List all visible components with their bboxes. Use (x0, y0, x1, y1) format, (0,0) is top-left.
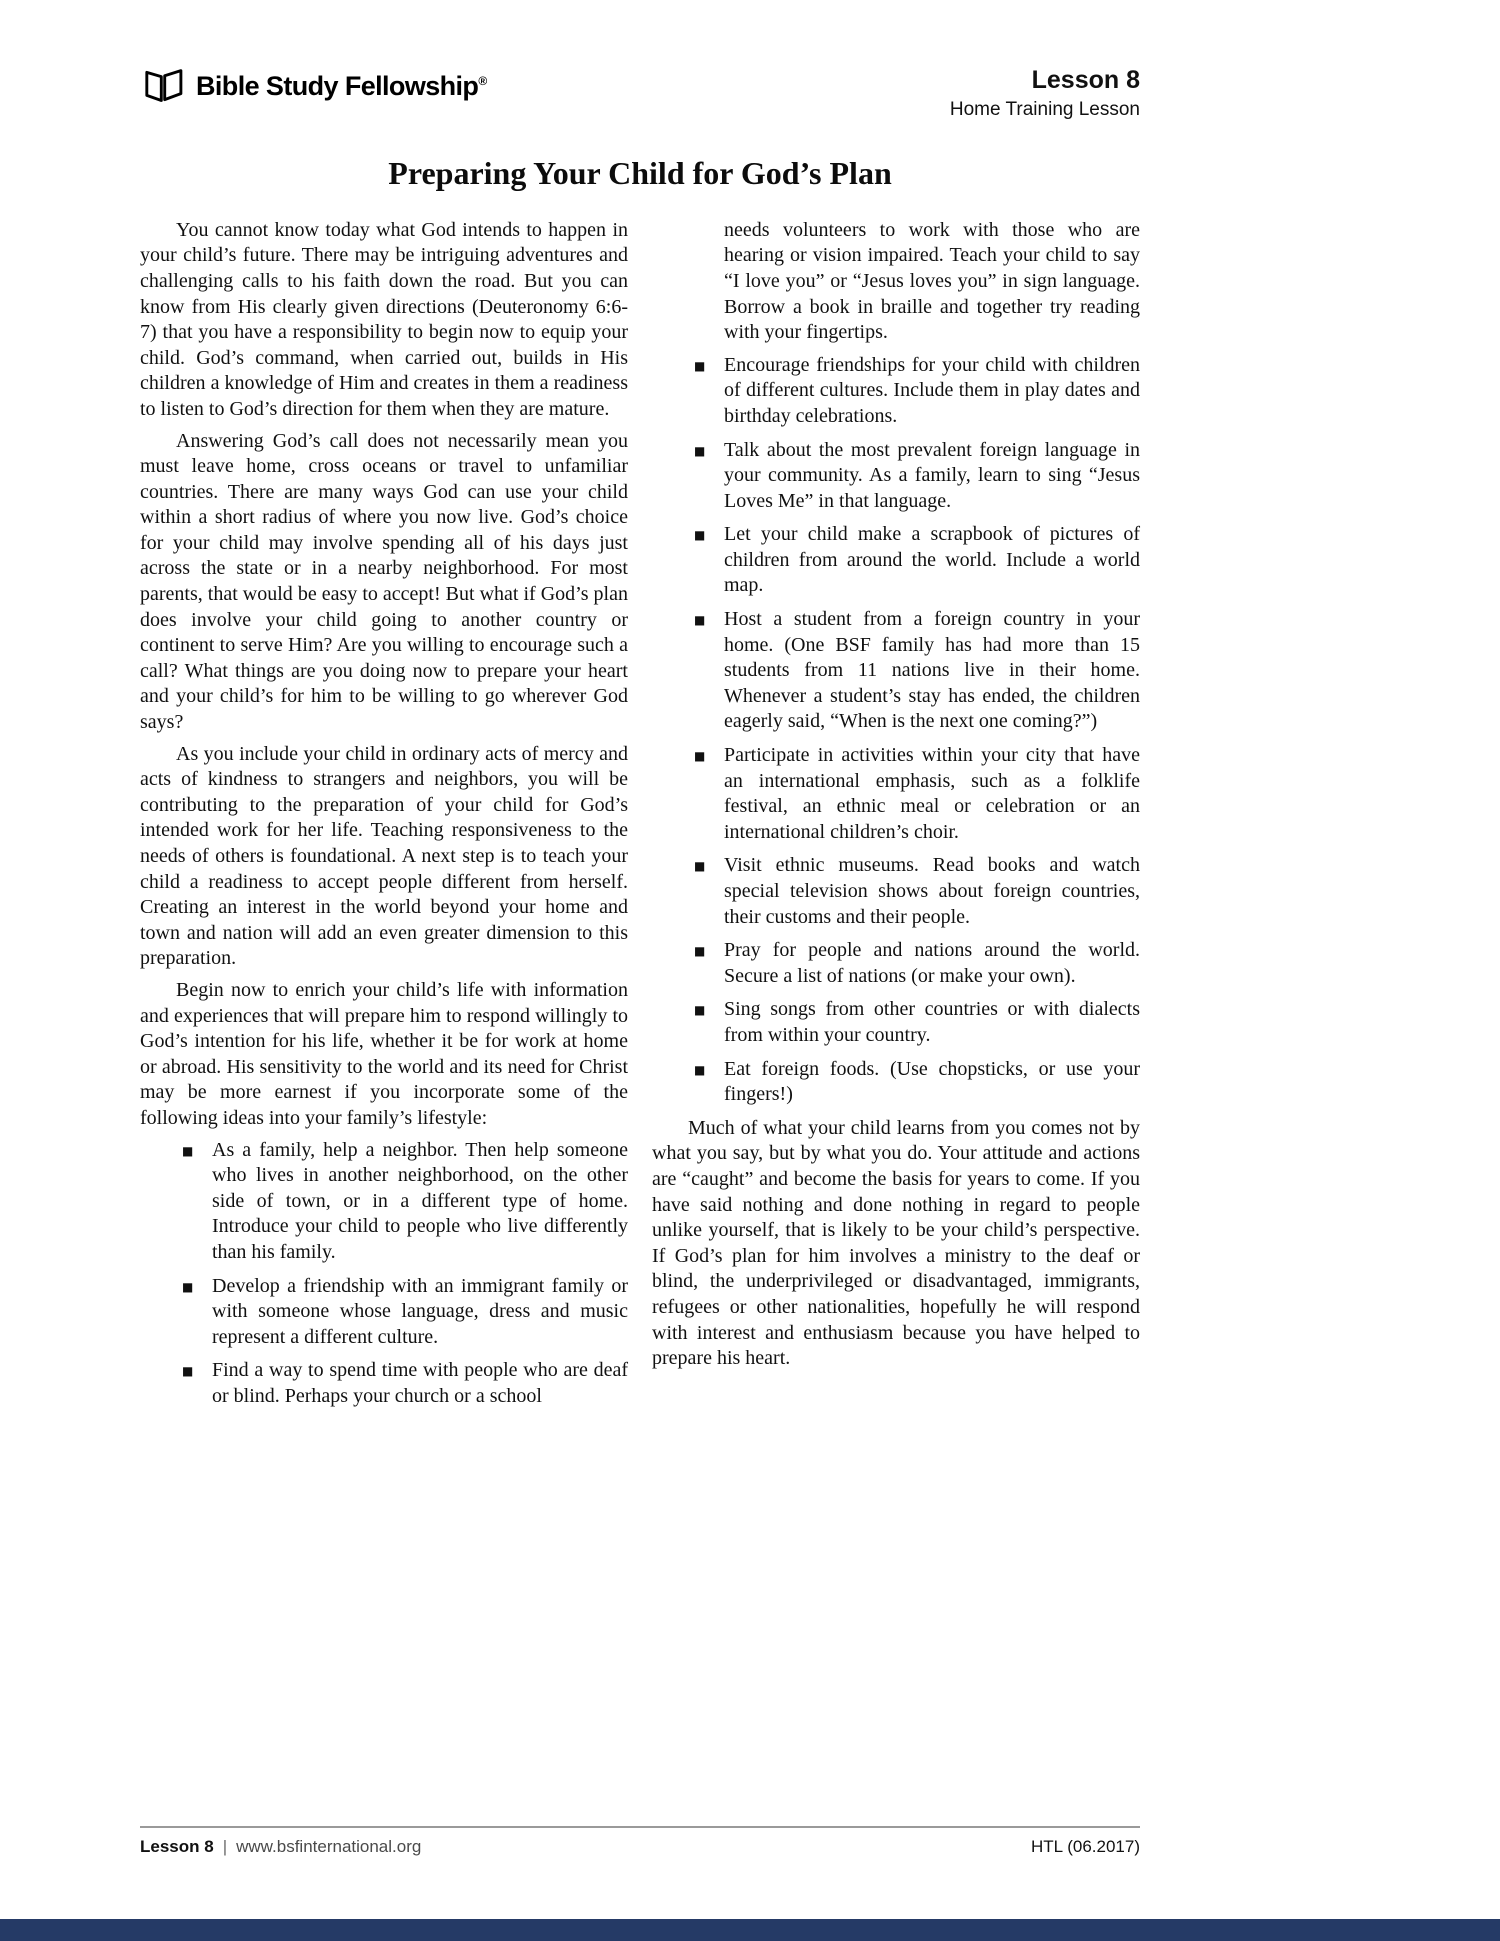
left-bullet-list (140, 1138, 628, 1410)
logo-wordmark-text: Bible Study Fellowship (196, 70, 479, 101)
paragraph-intro: You cannot know today what God intends to happen in your child’s future. There may be intriguing adventures and challenging calls to his faith down the road. But you can know from His clearly given directions (Deuteronomy 6:6-7) that you have a responsibility to begin now to equip your child. God’s command, when carried out, builds in His children a knowledge of Him and creates in them a readiness to listen to God’s direction for them when they are mature. (140, 218, 628, 420)
bullet-text: Host a student from a foreign country in your home. (One BSF family has had more than 15 students from 11 nations live in their home. Whenever a student’s stay has ended, the children eagerly said, “When is the next one coming?”) (724, 608, 1140, 733)
bullet-continuation-text: needs volunteers to work with those who are hearing or vision impaired. Teach your child to say “I love you” or “Jesus loves you” in sign language. Borrow a book in braille and together try reading with your fingertips. (724, 218, 1140, 344)
bullet-item (652, 353, 1140, 430)
bullet-text: Talk about the most prevalent foreign language in your community. As a family, learn to sing “Jesus Loves Me” in that language. (724, 438, 1140, 512)
square-bullet-icon: ■ (694, 944, 706, 959)
square-bullet-icon: ■ (182, 1364, 194, 1379)
right-bullet-list (652, 353, 1140, 1108)
bullet-item (652, 522, 1140, 599)
bullet-item (652, 1057, 1140, 1108)
footer-document-code: HTL (06.2017) (1031, 1837, 1140, 1856)
paragraph-acts-of-mercy: As you include your child in ordinary acts of mercy and acts of kindness to strangers and neighbors, you will be contributing to the preparation of your child for God’s intended work for her life. Teaching responsiveness to the needs of others is foundational. A next step is to teach your child a readiness to accept people different from herself. Creating an interest in the world beyond your home and town and nation will add an even greater dimension to this preparation. (140, 742, 628, 970)
bullet-text: Let your child make a scrapbook of pictures of children from around the world. Include a world map. (724, 523, 1140, 597)
paragraph-closing: Much of what your child learns from you comes not by what you say, but by what you do. Your attitude and actions are “caught” and become the basis for years to come. If you have said nothing and done nothing in regard to people unlike yourself, that is likely to be your child’s perspective. If God’s plan for him involves a ministry to the deaf or blind, the underprivileged or disadvantaged, immigrants, refugees or other nationalities, hopefully he will respond with interest and enthusiasm because you have helped to prepare his heart. (652, 1116, 1140, 1370)
paragraph-begin-now: Begin now to enrich your child’s life with information and experiences that will prepare him to respond willingly to God’s intention for his life, whether it be for work at home or abroad. His sensitivity to the world and its need for Christ may be more earnest if you incorporate some of the following ideas into your family’s lifestyle: (140, 978, 628, 1129)
square-bullet-icon: ■ (694, 1062, 706, 1077)
lesson-subtitle: Home Training Lesson (949, 98, 1140, 120)
bullet-item (652, 743, 1140, 845)
bullet-text: Find a way to spend time with people who are deaf or blind. Perhaps your church or a school (212, 1359, 628, 1407)
bullet-text: Eat foreign foods. (Use chopsticks, or use your fingers!) (724, 1057, 1140, 1106)
footer-left (140, 1837, 421, 1857)
open-book-logo-icon (140, 66, 186, 106)
bullet-item (140, 1138, 628, 1266)
bullet-text: Develop a friendship with an immigrant family or with someone whose language, dress and music represent a different culture. (212, 1274, 628, 1348)
right-column (652, 218, 1140, 1418)
bullet-item (652, 938, 1140, 989)
square-bullet-icon: ■ (694, 358, 706, 373)
body-columns (140, 218, 1140, 1418)
square-bullet-icon: ■ (694, 1003, 706, 1018)
square-bullet-icon: ■ (694, 443, 706, 458)
bullet-text: Visit ethnic museums. Read books and watch special television shows about foreign countries, their customs and their people. (724, 854, 1140, 928)
square-bullet-icon: ■ (182, 1143, 194, 1158)
header-lesson-block (950, 66, 1140, 121)
bullet-text: Sing songs from other countries or with dialects from within your country. (724, 998, 1140, 1046)
left-column (140, 218, 628, 1418)
logo-wordmark (196, 71, 487, 102)
footer-row (140, 1828, 1140, 1857)
bullet-item (652, 607, 1140, 735)
footer-accent-bar (0, 1919, 1500, 1941)
bullet-text: Encourage friendships for your child with children of different cultures. Include them in play dates and birthday celebrations. (724, 353, 1140, 427)
document-title: Preparing Your Child for God’s Plan (388, 154, 892, 191)
page-footer (140, 1826, 1140, 1857)
registered-mark: ® (478, 73, 487, 88)
square-bullet-icon: ■ (182, 1279, 194, 1294)
footer-url: www.bsfinternational.org (236, 1837, 422, 1856)
bsf-logo (140, 66, 487, 106)
square-bullet-icon: ■ (694, 859, 706, 874)
bullet-item (140, 1358, 628, 1409)
bullet-item (140, 1274, 628, 1351)
square-bullet-icon: ■ (694, 613, 706, 628)
square-bullet-icon: ■ (694, 528, 706, 543)
page-header (140, 66, 1140, 121)
footer-separator: | (222, 1837, 228, 1856)
lesson-number: Lesson 8 (1031, 66, 1140, 94)
bullet-text: As a family, help a neighbor. Then help someone who lives in another neighborhood, on the other side of town, or in a different type of home. Introduce your child to people who live differently than his family. (212, 1138, 628, 1263)
bullet-item (652, 997, 1140, 1048)
square-bullet-icon: ■ (694, 749, 706, 764)
footer-lesson-number: Lesson 8 (140, 1837, 214, 1856)
bullet-item (652, 853, 1140, 930)
bullet-text: Pray for people and nations around the world. Secure a list of nations (or make your own). (724, 939, 1140, 987)
bullet-text: Participate in activities within your city that have an international emphasis, such as a folklife festival, an ethnic meal or celebration or an international children’s choir. (724, 744, 1140, 843)
bullet-item (652, 438, 1140, 515)
paragraph-answering-call: Answering God’s call does not necessarily mean you must leave home, cross oceans or travel to unfamiliar countries. There are many ways God can use your child within a short radius of where you now live. God’s choice for your child may involve spending all of his days just across the state or in a nearby neighborhood. For most parents, that would be easy to accept! But what if God’s plan does involve your child going to another country or continent to serve Him? Are you willing to encourage such a call? What things are you doing now to prepare your heart and your child’s for him to be willing to go wherever God says? (140, 429, 628, 734)
